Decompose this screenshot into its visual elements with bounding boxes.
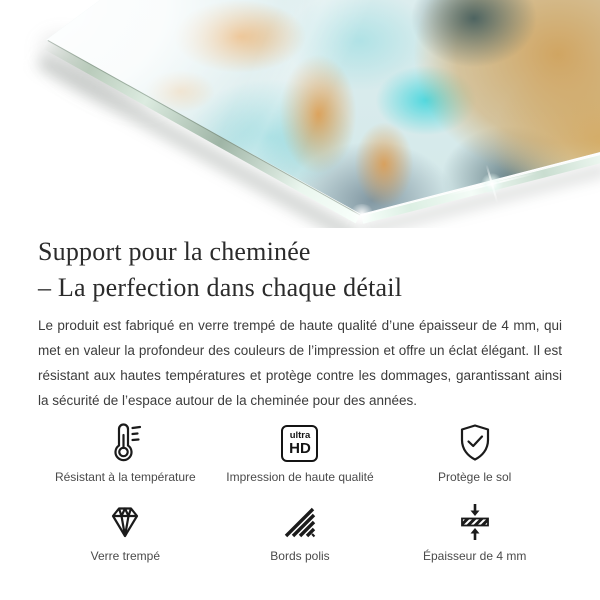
thickness-icon (453, 500, 497, 544)
features-grid (38, 421, 562, 563)
shield-check-icon (453, 421, 497, 465)
feature-item-thickness (387, 500, 562, 563)
feature-item-tempered-glass (38, 500, 213, 563)
feature-item-polished-edges (213, 500, 388, 563)
page-title-line2: – La perfection dans chaque détail (38, 273, 403, 302)
content-area (0, 234, 600, 563)
feature-label: Verre trempé (90, 549, 161, 563)
ultra-hd-text-top: ultra (289, 429, 311, 441)
page-title (38, 234, 562, 306)
diamond-icon (103, 500, 147, 544)
feature-label: Résistant à la température (54, 470, 196, 484)
feature-item-print-quality (213, 421, 388, 484)
feature-item-floor-protection (387, 421, 562, 484)
glass-corner-glint (349, 204, 375, 224)
polished-edges-icon (278, 500, 322, 544)
feature-item-temperature (38, 421, 213, 484)
page-title-line1: Support pour la cheminée (38, 237, 311, 266)
ultra-hd-text-bottom: HD (289, 439, 311, 457)
hero-image (0, 0, 600, 228)
product-description: Le produit est fabriqué en verre trempé de haute qualité d’une épaisseur de 4 mm, qui met en valeur la profondeur des couleurs de l’impression et offre un éclat élégant. Il est résistant aux hautes températures et protège contre les dommages, garantissant ainsi la sécurité de l’espace autour de la cheminée pour des années. (38, 318, 562, 408)
thermometer-icon (103, 421, 147, 465)
feature-label: Épaisseur de 4 mm (422, 549, 527, 563)
feature-label: Protège le sol (437, 470, 512, 484)
feature-label: Impression de haute qualité (226, 470, 374, 484)
feature-label: Bords polis (270, 549, 330, 563)
ultra-hd-icon (278, 421, 322, 465)
